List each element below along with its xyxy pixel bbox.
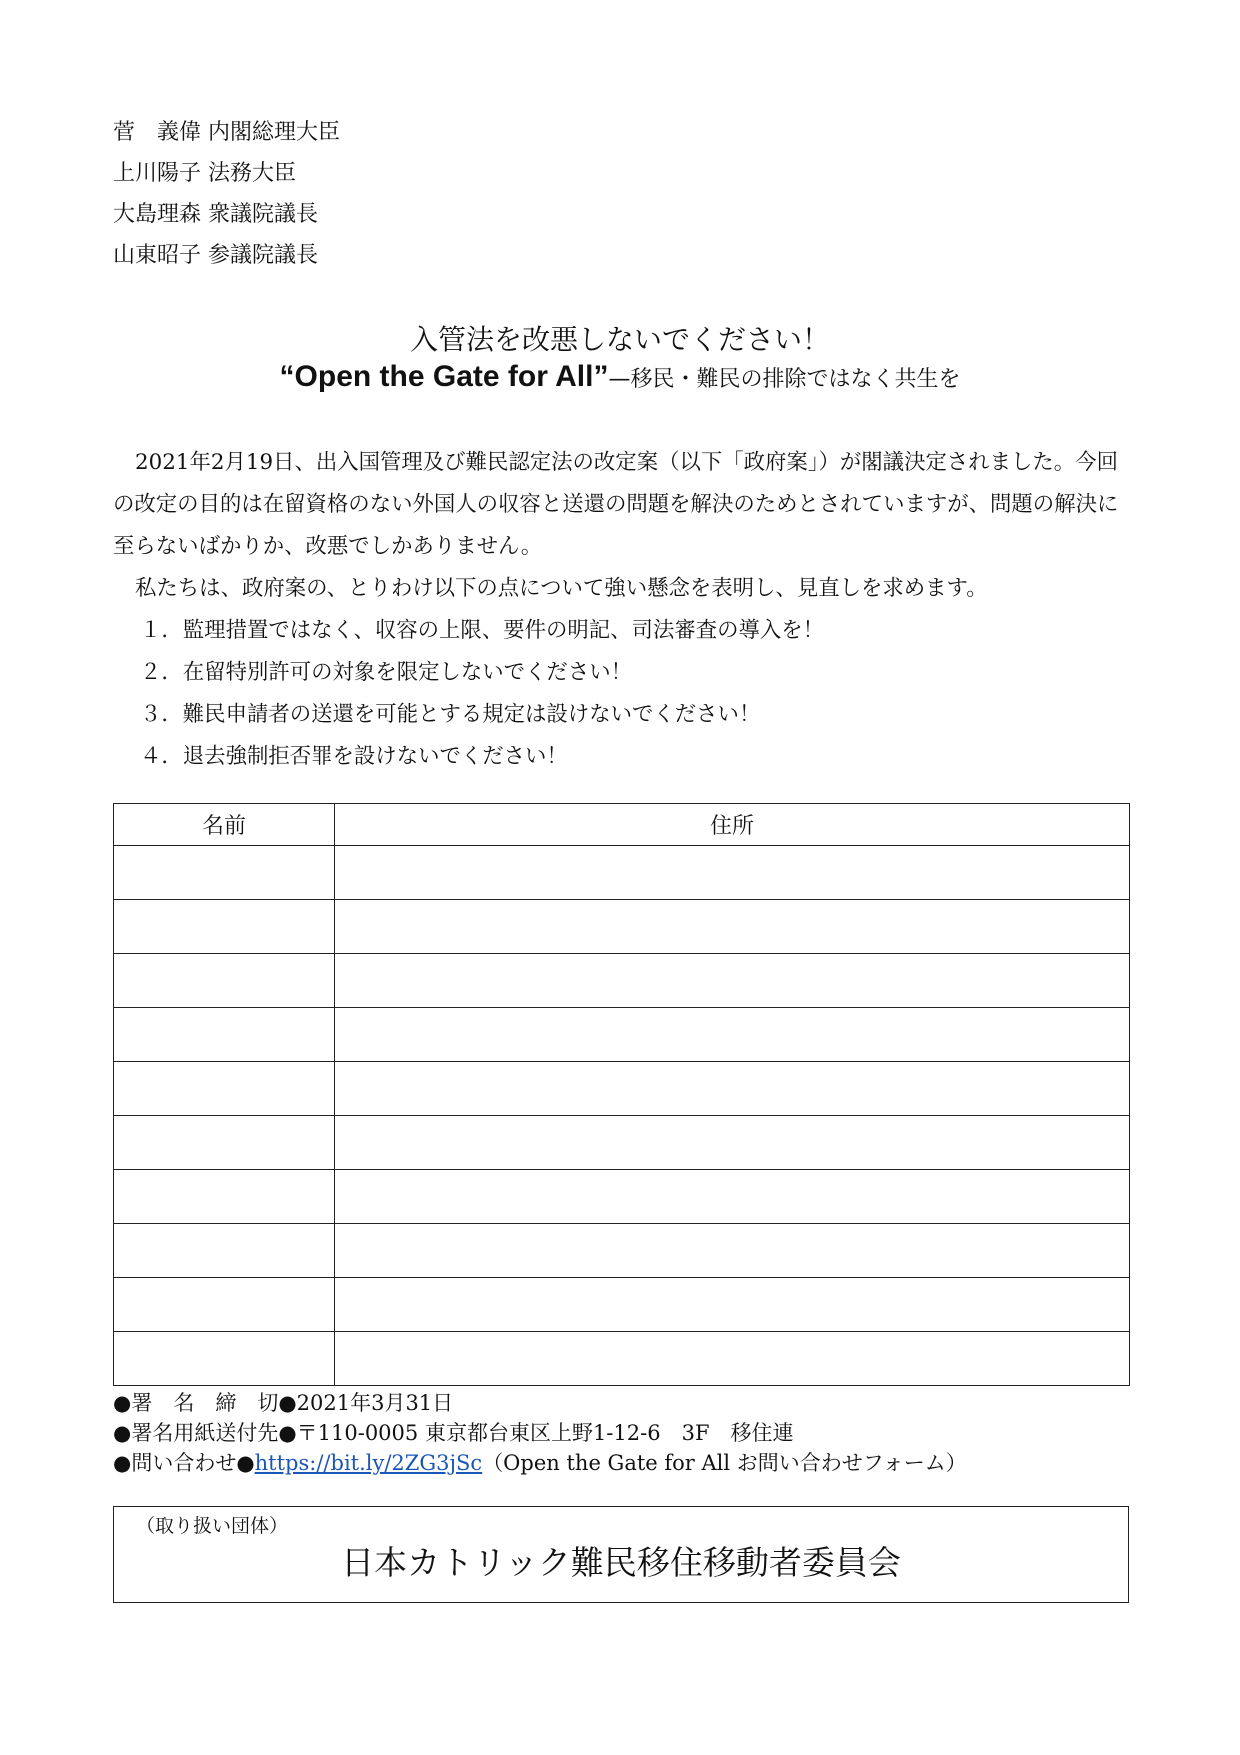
addressee-prime-minister: 菅 義偉 内閣総理大臣 [113,120,340,145]
table-row [114,1116,1130,1170]
footer-info [113,1388,967,1478]
table-row [114,1224,1130,1278]
table-row [114,1008,1130,1062]
contact-line [113,1448,967,1478]
name-cell[interactable] [114,954,335,1008]
organization-tag: （取り扱い団体） [136,1515,289,1537]
address-cell[interactable] [335,1224,1130,1278]
subtitle-japanese: —移民・難民の排除ではなく共生を [608,367,961,392]
address-cell[interactable] [335,900,1130,954]
page-subtitle [0,360,1240,394]
column-header-address: 住所 [335,804,1130,846]
send-to-line: ●署名用紙送付先●〒110-0005 東京都台東区上野1-12-6 3F 移住連 [113,1421,794,1445]
body-paragraph: 2021年2月19日、出入国管理及び難民認定法の改定案（以下「政府案」）が閣議決定されました。今回の改定の目的は在留資格のない外国人の収容と送還の問題を解決のためとされていますが、問題の解決に至らないばかりか、改悪でしかありません。 [113,450,1119,559]
name-cell[interactable] [114,1062,335,1116]
demand-item: ４．退去強制拒否罪を設けないでください！ [140,744,568,769]
address-cell[interactable] [335,1062,1130,1116]
table-row [114,1278,1130,1332]
address-cell[interactable] [335,846,1130,900]
petition-body [113,442,1129,610]
addressee-list [113,112,340,276]
addressee-justice-minister: 上川陽子 法務大臣 [113,161,296,186]
demand-list [140,610,824,778]
organization-name: 日本カトリック難民移住移動者委員会 [341,1543,901,1582]
table-row [114,846,1130,900]
name-cell[interactable] [114,1224,335,1278]
body-paragraph: 私たちは、政府案の、とりわけ以下の点について強い懸念を表明し、見直しを求めます。 [135,576,988,601]
contact-suffix: （Open the Gate for All お問い合わせフォーム） [482,1451,967,1475]
address-cell[interactable] [335,1278,1130,1332]
table-row [114,1170,1130,1224]
demand-item: １．監理措置ではなく、収容の上限、要件の明記、司法審査の導入を！ [140,618,825,643]
organization-box [113,1506,1129,1603]
address-cell[interactable] [335,1116,1130,1170]
name-cell[interactable] [114,900,335,954]
name-cell[interactable] [114,1278,335,1332]
address-cell[interactable] [335,954,1130,1008]
contact-link[interactable]: https://bit.ly/2ZG3jSc [254,1451,483,1475]
address-cell[interactable] [335,1170,1130,1224]
table-header-row [114,804,1130,846]
table-row [114,900,1130,954]
name-cell[interactable] [114,1008,335,1062]
addressee-lower-house-speaker: 大島理森 衆議院議長 [113,202,318,227]
name-cell[interactable] [114,1170,335,1224]
table-row [114,954,1130,1008]
name-cell[interactable] [114,846,335,900]
table-row [114,1332,1130,1386]
subtitle-english: “Open the Gate for All” [279,360,609,393]
contact-prefix: ●問い合わせ● [113,1451,255,1475]
demand-item: ２．在留特別許可の対象を限定しないでください！ [140,660,632,685]
demand-item: ３．難民申請者の送還を可能とする規定は設けないでください！ [140,702,761,727]
deadline-line: ●署 名 締 切●2021年3月31日 [113,1391,454,1415]
column-header-name: 名前 [114,804,335,846]
name-cell[interactable] [114,1116,335,1170]
table-row [114,1062,1130,1116]
name-cell[interactable] [114,1332,335,1386]
address-cell[interactable] [335,1332,1130,1386]
address-cell[interactable] [335,1008,1130,1062]
page-title: 入管法を改悪しないでください！ [409,323,830,356]
signature-table [113,803,1130,1386]
addressee-upper-house-president: 山東昭子 参議院議長 [113,243,318,268]
